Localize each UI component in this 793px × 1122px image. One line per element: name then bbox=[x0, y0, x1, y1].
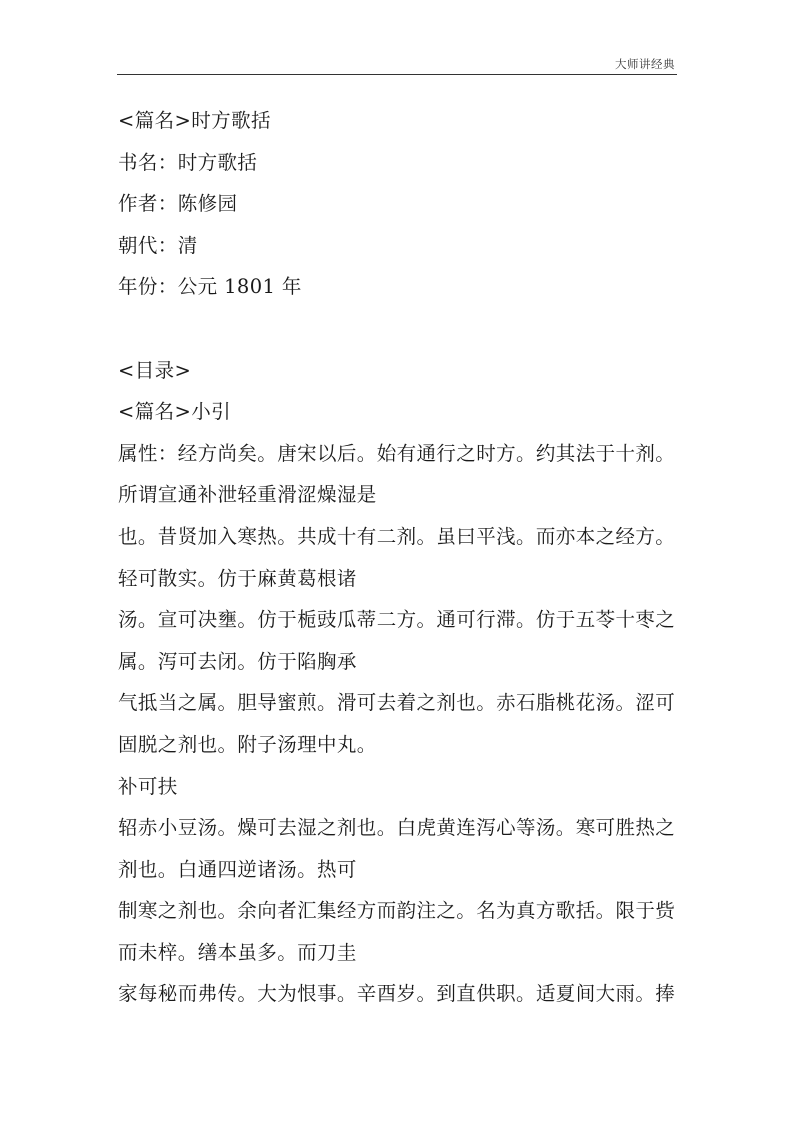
body-line: 补可扶 bbox=[118, 774, 178, 798]
body-line: 固脱之剂也。附子汤理中丸。 bbox=[118, 732, 377, 756]
body-line: 轻可散实。仿于麻黄葛根诸 bbox=[118, 566, 357, 590]
dynasty: 朝代：清 bbox=[118, 233, 198, 257]
body-line: 所谓宣通补泄轻重滑涩燥湿是 bbox=[118, 483, 377, 507]
header-title: 大师讲经典 bbox=[615, 57, 675, 71]
section-tag: <篇名>小引 bbox=[118, 400, 232, 424]
body-line: 轺赤小豆汤。燥可去湿之剂也。白虎黄连泻心等汤。寒可胜热之 bbox=[118, 816, 676, 840]
body-line: 剂也。白通四逆诸汤。热可 bbox=[118, 857, 357, 881]
blank-line bbox=[118, 308, 683, 350]
book-name: 书名：时方歌括 bbox=[118, 150, 258, 174]
body-line: 家每秘而弗传。大为恨事。辛酉岁。到直供职。适夏间大雨。捧 bbox=[118, 982, 676, 1006]
body-line: 而未梓。缮本虽多。而刀圭 bbox=[118, 940, 357, 964]
toc-label: <目录> bbox=[118, 358, 192, 382]
page-header bbox=[117, 50, 677, 75]
document-body bbox=[118, 100, 683, 1015]
body-line: 也。昔贤加入寒热。共成十有二剂。虽曰平浅。而亦本之经方。 bbox=[118, 524, 676, 548]
body-line: 属。泻可去闭。仿于陷胸承 bbox=[118, 649, 357, 673]
year: 年份：公元 1801 年 bbox=[118, 275, 302, 299]
body-line: 气抵当之属。胆导蜜煎。滑可去着之剂也。赤石脂桃花汤。涩可 bbox=[118, 691, 676, 715]
chapter-tag: <篇名>时方歌括 bbox=[118, 109, 271, 132]
body-line: 属性：经方尚矣。唐宋以后。始有通行之时方。约其法于十剂。 bbox=[118, 441, 676, 465]
body-line: 制寒之剂也。余向者汇集经方而韵注之。名为真方歌括。限于赀 bbox=[118, 899, 676, 923]
author: 作者：陈修园 bbox=[118, 192, 238, 216]
body-line: 汤。宣可决壅。仿于栀豉瓜蒂二方。通可行滞。仿于五苓十枣之 bbox=[118, 608, 676, 632]
